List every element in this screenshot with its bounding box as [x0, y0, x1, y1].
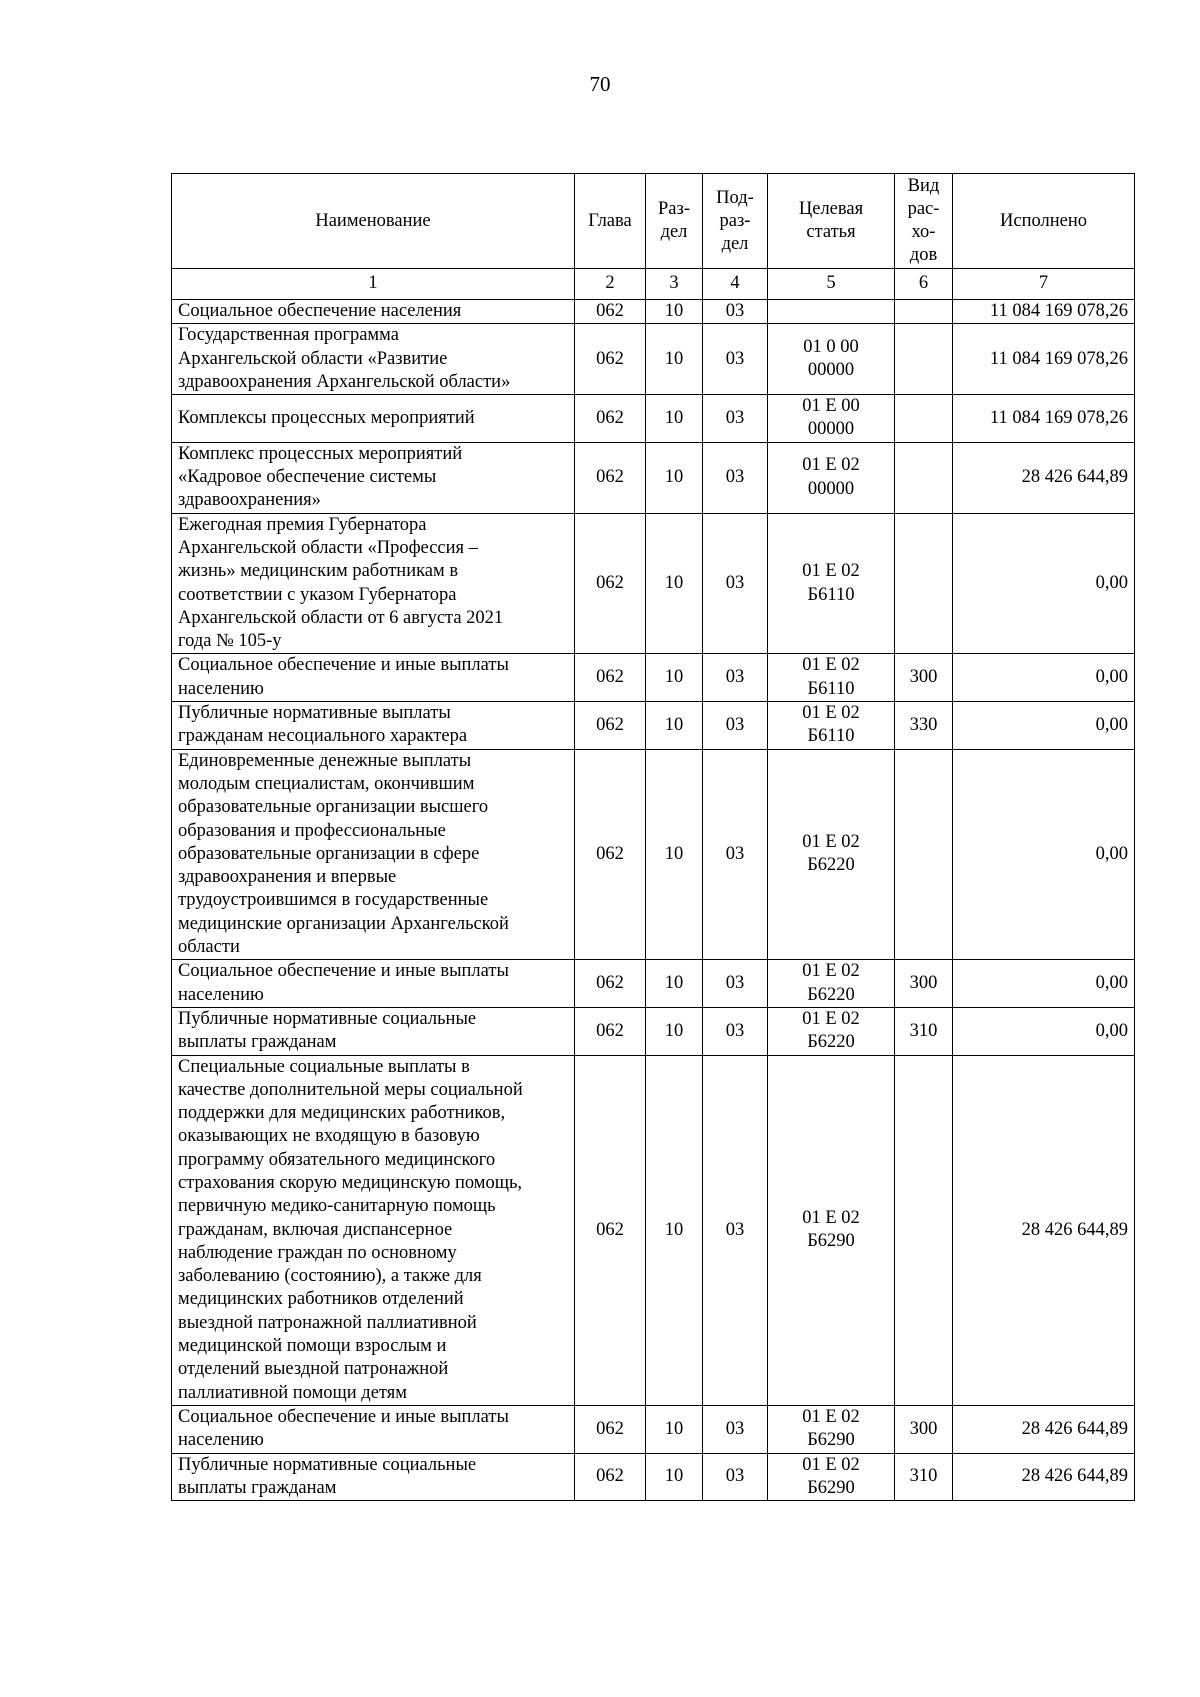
- row-section: 10: [646, 395, 703, 443]
- table-row: [172, 324, 1135, 395]
- column-number: 6: [895, 269, 953, 300]
- page-number: 70: [589, 72, 611, 96]
- row-expense-type: 310: [895, 1007, 953, 1055]
- column-number-row: [172, 269, 1135, 300]
- row-subsection: 03: [703, 654, 768, 702]
- row-section: 10: [646, 702, 703, 750]
- row-name: Социальное обеспечение населения: [172, 300, 575, 324]
- row-name: Публичные нормативные выплаты гражданам несоциального характера: [172, 702, 575, 750]
- row-name: Социальное обеспечение и иные выплаты населению: [172, 1405, 575, 1453]
- row-chapter: 062: [575, 324, 646, 395]
- row-chapter: 062: [575, 1405, 646, 1453]
- row-amount: 0,00: [953, 702, 1135, 750]
- row-expense-type: 330: [895, 702, 953, 750]
- row-name: Социальное обеспечение и иные выплаты населению: [172, 960, 575, 1008]
- header-target-article: Целевая статья: [768, 174, 895, 269]
- row-expense-type: [895, 513, 953, 654]
- row-subsection: 03: [703, 1405, 768, 1453]
- row-name: Публичные нормативные социальные выплаты гражданам: [172, 1007, 575, 1055]
- table-row: [172, 654, 1135, 702]
- row-target-article: 01 Е 02 Б6220: [768, 960, 895, 1008]
- row-subsection: 03: [703, 300, 768, 324]
- row-amount: 11 084 169 078,26: [953, 300, 1135, 324]
- header-row: [172, 174, 1135, 269]
- header-subsection: Под- раз- дел: [703, 174, 768, 269]
- row-target-article: [768, 300, 895, 324]
- row-expense-type: 300: [895, 1405, 953, 1453]
- row-chapter: 062: [575, 1007, 646, 1055]
- row-amount: 28 426 644,89: [953, 1055, 1135, 1405]
- row-chapter: 062: [575, 1453, 646, 1501]
- row-target-article: 01 0 00 00000: [768, 324, 895, 395]
- table-row: [172, 442, 1135, 513]
- row-amount: 11 084 169 078,26: [953, 324, 1135, 395]
- row-chapter: 062: [575, 513, 646, 654]
- row-expense-type: [895, 442, 953, 513]
- row-subsection: 03: [703, 1055, 768, 1405]
- row-name: Специальные социальные выплаты в качестве дополнительной меры социальной поддержки для медицинских работников, оказывающих не входящую в базовую программу обязательного медицинского страхования скорую медицинскую помощь, первичную медико-санитарную помощь гражданам, включая диспансерное наблюдение граждан по основному заболеванию (состоянию), а также для медицинских работников отделений выездной патронажной паллиативной медицинской помощи взрослым и отделений выездной патронажной паллиативной помощи детям: [172, 1055, 575, 1405]
- row-expense-type: [895, 300, 953, 324]
- row-section: 10: [646, 300, 703, 324]
- column-number: 4: [703, 269, 768, 300]
- row-chapter: 062: [575, 442, 646, 513]
- row-section: 10: [646, 654, 703, 702]
- row-name: Государственная программа Архангельской области «Развитие здравоохранения Архангельской области»: [172, 324, 575, 395]
- table-row: [172, 702, 1135, 750]
- row-chapter: 062: [575, 960, 646, 1008]
- row-name: Социальное обеспечение и иные выплаты населению: [172, 654, 575, 702]
- table-row: [172, 1007, 1135, 1055]
- row-name: Комплекс процессных мероприятий «Кадровое обеспечение системы здравоохранения»: [172, 442, 575, 513]
- row-section: 10: [646, 513, 703, 654]
- row-target-article: 01 Е 00 00000: [768, 395, 895, 443]
- row-expense-type: 300: [895, 960, 953, 1008]
- row-chapter: 062: [575, 654, 646, 702]
- row-subsection: 03: [703, 749, 768, 960]
- column-number: 2: [575, 269, 646, 300]
- row-section: 10: [646, 1405, 703, 1453]
- row-subsection: 03: [703, 324, 768, 395]
- column-number: 3: [646, 269, 703, 300]
- row-name: Публичные нормативные социальные выплаты гражданам: [172, 1453, 575, 1501]
- table-body: [172, 300, 1135, 1501]
- row-target-article: 01 Е 02 Б6220: [768, 749, 895, 960]
- table-row: [172, 300, 1135, 324]
- row-amount: 0,00: [953, 960, 1135, 1008]
- row-target-article: 01 Е 02 Б6290: [768, 1453, 895, 1501]
- row-amount: 28 426 644,89: [953, 1405, 1135, 1453]
- row-section: 10: [646, 1055, 703, 1405]
- row-amount: 0,00: [953, 1007, 1135, 1055]
- row-subsection: 03: [703, 513, 768, 654]
- row-chapter: 062: [575, 300, 646, 324]
- row-amount: 0,00: [953, 513, 1135, 654]
- row-subsection: 03: [703, 442, 768, 513]
- column-number: 1: [172, 269, 575, 300]
- table-row: [172, 395, 1135, 443]
- row-subsection: 03: [703, 395, 768, 443]
- row-chapter: 062: [575, 702, 646, 750]
- budget-table: [171, 173, 1135, 1501]
- row-section: 10: [646, 960, 703, 1008]
- row-name: Ежегодная премия Губернатора Архангельской области «Профессия – жизнь» медицинским работникам в соответствии с указом Губернатора Архангельской области от 6 августа 2021 года № 105-у: [172, 513, 575, 654]
- row-section: 10: [646, 324, 703, 395]
- header-section: Раз- дел: [646, 174, 703, 269]
- row-target-article: 01 Е 02 Б6290: [768, 1055, 895, 1405]
- row-target-article: 01 Е 02 Б6110: [768, 513, 895, 654]
- row-expense-type: [895, 749, 953, 960]
- row-chapter: 062: [575, 395, 646, 443]
- table-row: [172, 749, 1135, 960]
- row-section: 10: [646, 749, 703, 960]
- row-expense-type: [895, 395, 953, 443]
- row-subsection: 03: [703, 702, 768, 750]
- column-number: 5: [768, 269, 895, 300]
- row-expense-type: [895, 324, 953, 395]
- table-row: [172, 1055, 1135, 1405]
- row-section: 10: [646, 442, 703, 513]
- row-section: 10: [646, 1453, 703, 1501]
- row-subsection: 03: [703, 1007, 768, 1055]
- row-subsection: 03: [703, 960, 768, 1008]
- table-row: [172, 1405, 1135, 1453]
- row-name: Комплексы процессных мероприятий: [172, 395, 575, 443]
- table-row: [172, 960, 1135, 1008]
- header-expense-type: Вид рас- хо- дов: [895, 174, 953, 269]
- row-expense-type: 310: [895, 1453, 953, 1501]
- row-name: Единовременные денежные выплаты молодым специалистам, окончившим образовательные организации высшего образования и профессиональные образовательные организации в сфере здравоохранения и впервые трудоустроившимся в государственные медицинские организации Архангельской области: [172, 749, 575, 960]
- row-amount: 11 084 169 078,26: [953, 395, 1135, 443]
- row-section: 10: [646, 1007, 703, 1055]
- row-target-article: 01 Е 02 Б6110: [768, 702, 895, 750]
- column-number: 7: [953, 269, 1135, 300]
- row-amount: 28 426 644,89: [953, 1453, 1135, 1501]
- row-target-article: 01 Е 02 Б6220: [768, 1007, 895, 1055]
- row-target-article: 01 Е 02 Б6110: [768, 654, 895, 702]
- row-amount: 0,00: [953, 749, 1135, 960]
- row-target-article: 01 Е 02 Б6290: [768, 1405, 895, 1453]
- header-executed: Исполнено: [953, 174, 1135, 269]
- row-amount: 28 426 644,89: [953, 442, 1135, 513]
- table-row: [172, 1453, 1135, 1501]
- row-subsection: 03: [703, 1453, 768, 1501]
- row-chapter: 062: [575, 749, 646, 960]
- row-expense-type: [895, 1055, 953, 1405]
- row-chapter: 062: [575, 1055, 646, 1405]
- table-row: [172, 513, 1135, 654]
- header-name: Наименование: [172, 174, 575, 269]
- header-chapter: Глава: [575, 174, 646, 269]
- row-expense-type: 300: [895, 654, 953, 702]
- row-target-article: 01 Е 02 00000: [768, 442, 895, 513]
- row-amount: 0,00: [953, 654, 1135, 702]
